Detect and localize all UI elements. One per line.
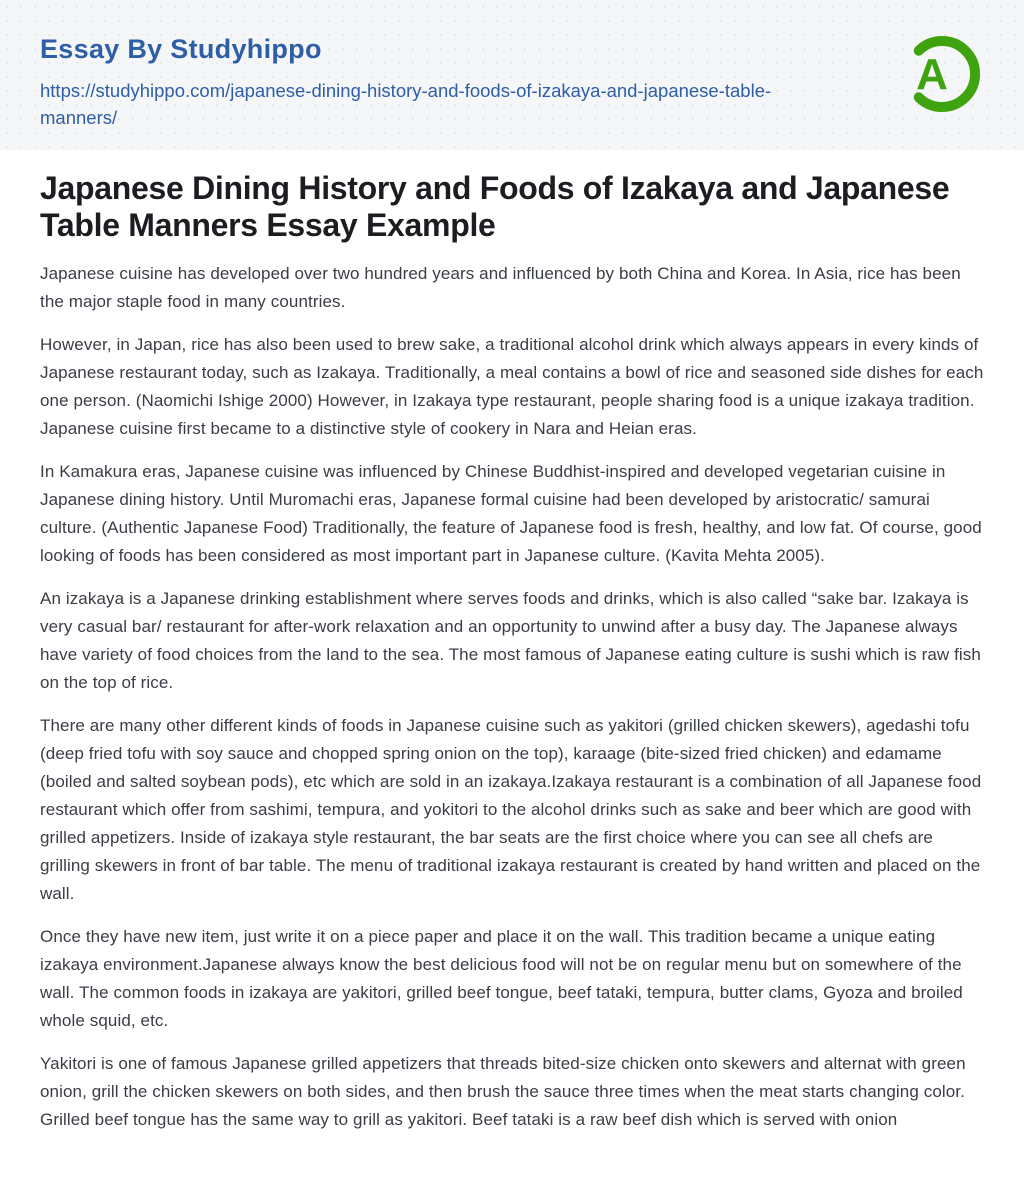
header-text-block — [40, 34, 840, 131]
article-title: Japanese Dining History and Foods of Izakaya and Japanese Table Manners Essay Example — [40, 170, 950, 243]
article-body — [40, 260, 984, 1134]
page-header — [0, 0, 1024, 150]
article-paragraph: Japanese cuisine has developed over two hundred years and influenced by both China and Korea. In Asia, rice has been the major staple food in many countries. — [40, 264, 961, 311]
site-title: Essay By Studyhippo — [40, 34, 322, 64]
article-paragraph: However, in Japan, rice has also been used to brew sake, a traditional alcohol drink which always appears in every kinds of Japanese restaurant today, such as Izakaya. Traditionally, a meal contains a bowl of rice and seasoned side dishes for each one person. (Naomichi Ishige 2000) However, in Izakaya type restaurant, people sharing food is a unique izakaya tradition. Japanese cuisine first became to a distinctive style of cookery in Nara and Heian eras. — [40, 335, 984, 438]
article-paragraph: In Kamakura eras, Japanese cuisine was influenced by Chinese Buddhist-inspired and developed vegetarian cuisine in Japanese dining history. Until Muromachi eras, Japanese formal cuisine had been developed by aristocratic/ samurai culture. (Authentic Japanese Food) Traditionally, the feature of Japanese food is fresh, healthy, and low fat. Of course, good looking of foods has been considered as most important part in Japanese culture. (Kavita Mehta 2005). — [40, 462, 982, 565]
article-content — [0, 150, 1024, 1189]
studyhippo-logo[interactable] — [902, 34, 982, 114]
article-paragraph: There are many other different kinds of foods in Japanese cuisine such as yakitori (grilled chicken skewers), agedashi tofu (deep fried tofu with soy sauce and chopped spring onion on the top), karaage (bite-sized fried chicken) and edamame (boiled and salted soybean pods), etc which are sold in an izakaya.Izakaya restaurant is a combination of all Japanese food restaurant which offer from sashimi, tempura, and yokitori to the alcohol drinks such as sake and beer which are good with grilled appetizers. Inside of izakaya style restaurant, the bar seats are the first choice where you can see all chefs are grilling skewers in front of bar table. The menu of traditional izakaya restaurant is created by hand written and placed on the wall. — [40, 716, 982, 903]
article-paragraph: Yakitori is one of famous Japanese grilled appetizers that threads bited-size chicken onto skewers and alternat with green onion, grill the chicken skewers on both sides, and then brush the sauce three times when the meat starts changing color. Grilled beef tongue has the same way to grill as yakitori. Beef tataki is a raw beef dish which is served with onion — [40, 1054, 966, 1129]
letter-a-circle-icon — [902, 34, 982, 114]
logo-letter: A — [916, 50, 948, 99]
article-paragraph: An izakaya is a Japanese drinking establishment where serves foods and drinks, which is also called “sake bar. Izakaya is very casual bar/ restaurant for after-work relaxation and an opportunity to unwind after a busy day. The Japanese always have variety of food choices from the land to the sea. The most famous of Japanese eating culture is sushi which is raw fish on the top of rice. — [40, 589, 981, 692]
article-url-link[interactable]: https://studyhippo.com/japanese-dining-history-and-foods-of-izakaya-and-japanese-table-manners/ — [40, 80, 772, 128]
article-paragraph: Once they have new item, just write it on a piece paper and place it on the wall. This tradition became a unique eating izakaya environment.Japanese always know the best delicious food will not be on regular menu but on somewhere of the wall. The common foods in izakaya are yakitori, grilled beef tongue, beef tataki, tempura, butter clams, Gyoza and broiled whole squid, etc. — [40, 927, 963, 1030]
